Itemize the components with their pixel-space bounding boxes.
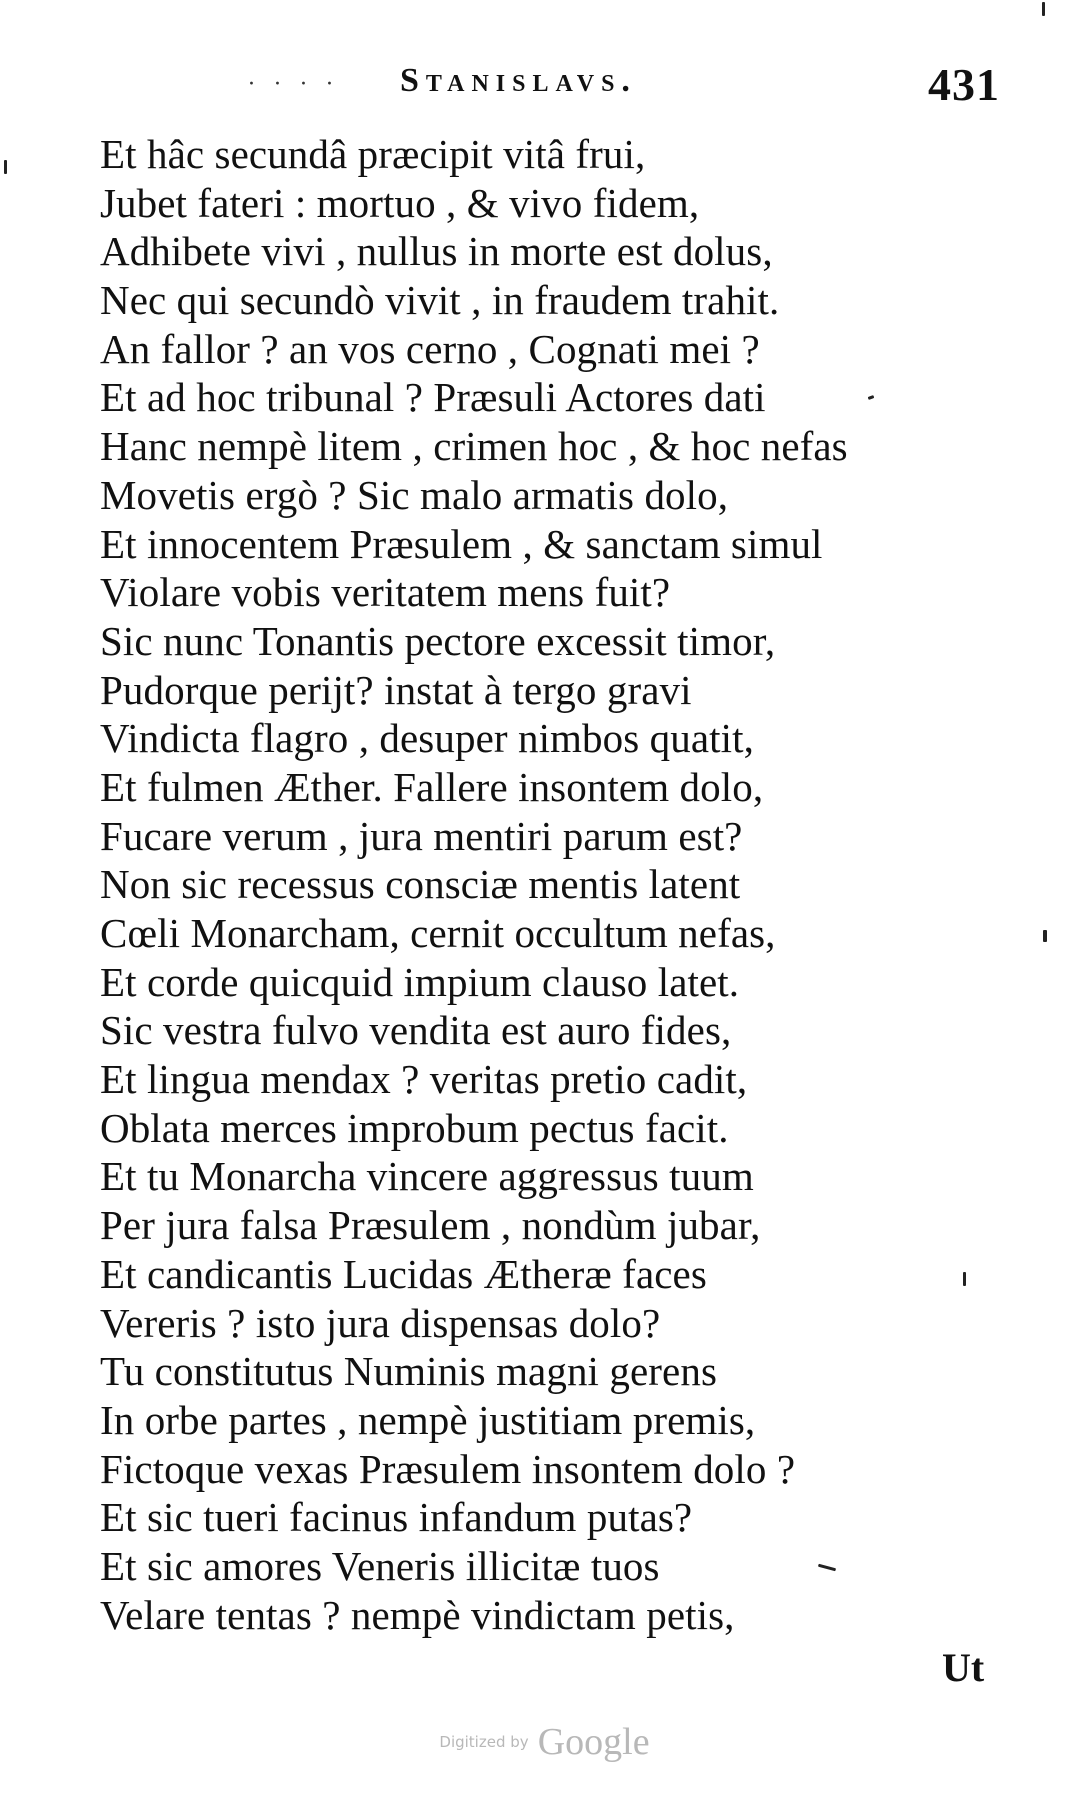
verse-line: Et hâc secundâ præcipit vitâ frui, bbox=[100, 131, 646, 177]
verse-line: Velare tentas ? nempè vindictam petis, bbox=[100, 1591, 735, 1638]
verse-block bbox=[100, 130, 980, 1639]
verse-line: Et fulmen Æther. Fallere insontem dolo, bbox=[100, 763, 764, 810]
digitized-label: Digitized by bbox=[439, 1733, 529, 1751]
verse-line: Oblata merces improbum pectus facit. bbox=[100, 1104, 729, 1151]
header-ornament: · · · · bbox=[248, 72, 339, 97]
verse-line: Non sic recessus consciæ mentis latent bbox=[100, 861, 741, 908]
verse-line: Et candicantis Lucidas Ætheræ faces bbox=[100, 1250, 707, 1297]
verse-line: Et tu Monarcha vincere aggressus tuum bbox=[100, 1153, 754, 1200]
verse-line: Vindicta flagro , desuper nimbos quatit, bbox=[100, 715, 754, 762]
verse-line: Sic vestra fulvo vendita est auro fides, bbox=[100, 1007, 732, 1054]
verse-line: Pudorque perijt? instat à tergo gravi bbox=[100, 666, 692, 713]
google-logo: Google bbox=[537, 1721, 650, 1763]
digitized-watermark bbox=[0, 1720, 1089, 1764]
verse-line: Fucare verum , jura mentiri parum est? bbox=[100, 812, 743, 859]
catchword: Ut bbox=[942, 1645, 985, 1690]
verse-line: Nec qui secundò vivit , in fraudem trahit. bbox=[100, 277, 780, 324]
verse-line: Et sic amores Veneris illicitæ tuos bbox=[100, 1542, 660, 1589]
print-speck bbox=[1042, 2, 1045, 16]
verse-line: Tu constitutus Numinis magni gerens bbox=[100, 1348, 717, 1395]
verse-line: Cœli Monarcham, cernit occultum nefas, bbox=[100, 910, 776, 956]
verse-line: Sic nunc Tonantis pectore excessit timor, bbox=[100, 617, 776, 664]
verse-line: Violare vobis veritatem mens fuit? bbox=[100, 569, 671, 616]
verse-line: Et sic tueri facinus infandum putas? bbox=[100, 1494, 693, 1541]
verse-line: In orbe partes , nempè justitiam premis, bbox=[100, 1396, 756, 1443]
page-header bbox=[0, 58, 1089, 118]
verse-line: Fictoque vexas Præsulem insontem dolo ? bbox=[100, 1445, 796, 1492]
verse-line: Per jura falsa Præsulem , nondùm jubar, bbox=[100, 1202, 761, 1249]
verse-line: Et corde quicquid impium clauso latet. bbox=[100, 958, 740, 1005]
verse-line: Et innocentem Præsulem , & sanctam simul bbox=[100, 520, 823, 567]
print-speck bbox=[963, 1272, 966, 1286]
page-number: 431 bbox=[928, 59, 1000, 110]
print-speck bbox=[4, 160, 7, 174]
verse-line: Adhibete vivi , nullus in morte est dolus, bbox=[100, 228, 773, 275]
verse-line: Et ad hoc tribunal ? Præsuli Actores dati bbox=[100, 374, 766, 421]
running-head: Stanislavs. bbox=[400, 62, 637, 99]
verse-line: Vereris ? isto jura dispensas dolo? bbox=[100, 1299, 661, 1346]
verse-line: Jubet fateri : mortuo , & vivo fidem, bbox=[100, 179, 700, 226]
verse-line: Movetis ergò ? Sic malo armatis dolo, bbox=[100, 471, 729, 518]
print-speck bbox=[1043, 930, 1047, 942]
verse-line: An fallor ? an vos cerno , Cognati mei ? bbox=[100, 325, 760, 372]
verse-line: Hanc nempè litem , crimen hoc , & hoc nefas bbox=[100, 423, 848, 470]
verse-line: Et lingua mendax ? veritas pretio cadit, bbox=[100, 1056, 748, 1103]
